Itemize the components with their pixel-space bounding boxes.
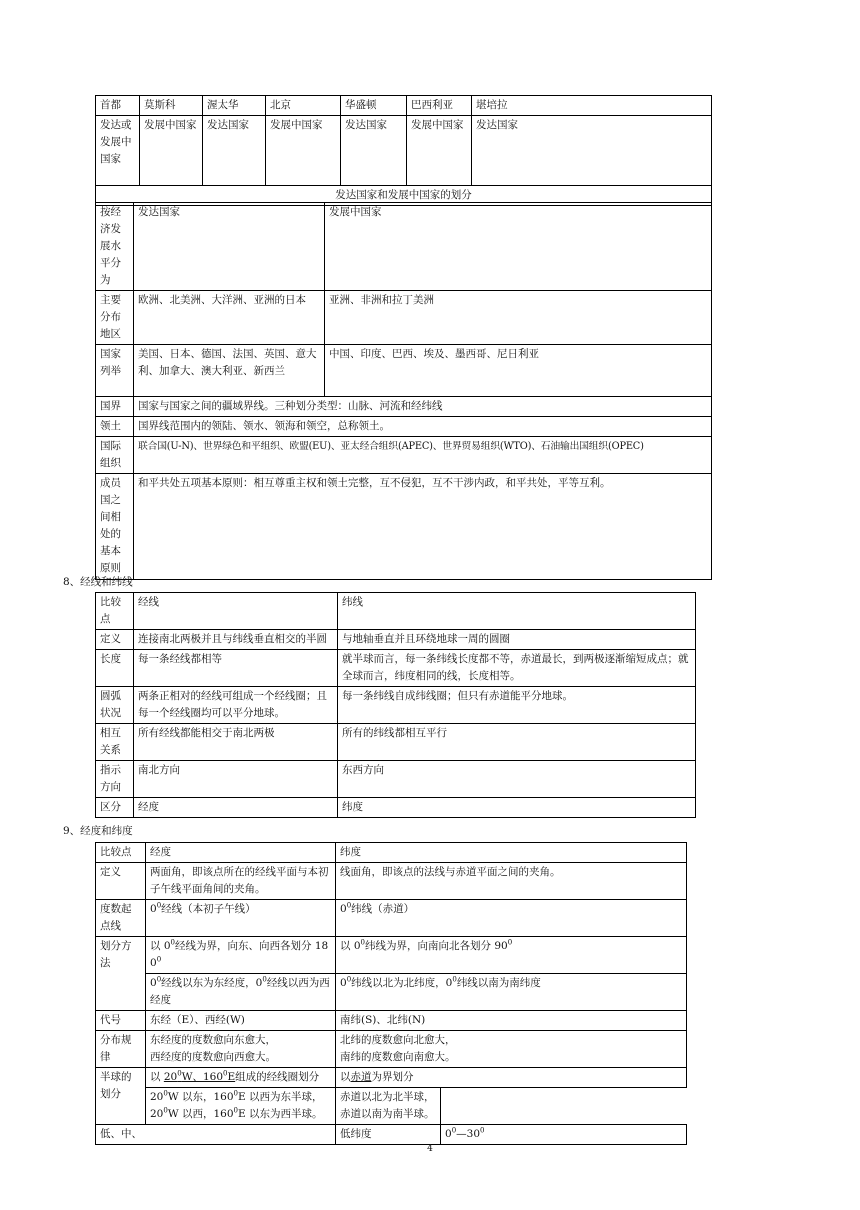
- meridian-parallel-table: [95, 592, 696, 818]
- division-title: 发达国家和发展中国家的划分: [96, 186, 712, 206]
- principle-text: 和平共处五项基本原则：相互尊重主权和领土完整，互不侵犯，互不干涉内政，和平共处，平等互利。: [134, 474, 712, 580]
- header-cell: 比较点: [96, 843, 146, 863]
- parallel-cell: 与地轴垂直并且环绕地球一周的圆圈: [338, 630, 696, 650]
- meridian-cell: 连接南北两极并且与纬线垂直相交的半圆: [134, 630, 338, 650]
- row-label: 度数起点线: [96, 900, 146, 937]
- status-label: 发达或发展中国家: [96, 116, 140, 186]
- latitude-cell: 线面角，即该点的法线与赤道平面之间的夹角。: [336, 863, 687, 900]
- row-label: 指示方向: [96, 761, 134, 798]
- longitude-latitude-table: [95, 842, 687, 1145]
- row-label: 划分方法: [96, 937, 146, 1011]
- border-table: [95, 396, 712, 580]
- table-row: [96, 650, 696, 687]
- status-cell: 发达国家: [472, 116, 712, 186]
- header-cell: 纬线: [338, 593, 696, 630]
- dist-developing: 亚洲、非洲和拉丁美洲: [325, 291, 712, 345]
- org-label: 国际组织: [96, 437, 134, 474]
- table-row: [96, 798, 696, 818]
- examples-row: [96, 345, 712, 397]
- parallel-cell: 所有的纬线都相互平行: [338, 724, 696, 761]
- code-row: [96, 1011, 687, 1031]
- latitude-cell: $0^0$纬线以北为北纬度，$0^0$纬线以南为南纬度: [336, 974, 687, 1011]
- status-cell: 发达国家: [203, 116, 266, 186]
- status-cell: 发展中国家: [266, 116, 341, 186]
- latitude-cell: 以赤道为界划分: [336, 1068, 687, 1088]
- status-cell: 发展中国家: [140, 116, 203, 186]
- rule-row: [96, 1031, 687, 1068]
- longitude-cell: $0^0$经线以东为东经度，$0^0$经线以西为西经度: [146, 974, 336, 1011]
- distribution-row: [96, 291, 712, 345]
- method-row: [96, 937, 687, 974]
- longitude-cell: $20^0W$ 以东，$160^0E$ 以西为东半球， $20^0W$ 以西，$160^0E$ 以东为西半球。: [146, 1088, 336, 1125]
- meridian-cell: 每一条经线都相等: [134, 650, 338, 687]
- table-header-row: [96, 843, 687, 863]
- principle-row: [96, 474, 712, 580]
- page-number: 4: [427, 1144, 433, 1154]
- table-row: [96, 687, 696, 724]
- capital-cell: 渥太华: [203, 96, 266, 116]
- capital-cell: 北京: [266, 96, 341, 116]
- distribution-label: 主要分布地区: [96, 291, 134, 345]
- section-9-heading: 9、经度和纬度: [63, 825, 133, 837]
- latitude-cell: 北纬的度数愈向北愈大， 南纬的度数愈向南愈大。: [336, 1031, 687, 1068]
- capital-row: [96, 96, 712, 116]
- table-header-row: [96, 593, 696, 630]
- by-level-row: [96, 203, 712, 291]
- org-row: [96, 437, 712, 474]
- header-cell: 经线: [134, 593, 338, 630]
- start-line-row: [96, 900, 687, 937]
- territory-label: 领土: [96, 417, 134, 437]
- longitude-cell: 以 $20^0W$、$160^0E$组成的经线圈划分: [146, 1068, 336, 1088]
- developing-header: 发展中国家: [325, 203, 712, 291]
- parallel-cell: 东西方向: [338, 761, 696, 798]
- latitude-cell: 南纬(S)、北纬(N): [336, 1011, 687, 1031]
- table-row: [96, 724, 696, 761]
- row-label: 半球的划分: [96, 1068, 146, 1125]
- border-text: 国家与国家之间的疆域界线。三种划分类型：山脉、河流和经纬线: [134, 397, 712, 417]
- latitude-zone-row: [96, 1125, 687, 1145]
- table-row: [96, 761, 696, 798]
- header-cell: 比较点: [96, 593, 134, 630]
- countries-table: [95, 95, 712, 206]
- latitude-cell: 赤道以北为北半球， 赤道以南为南半球。: [336, 1088, 441, 1125]
- latitude-cell: 以 $0^0$纬线为界，向南向北各划分 $90^0$: [336, 937, 687, 974]
- status-cell: 发展中国家: [407, 116, 472, 186]
- longitude-cell: 两面角，即该点所在的经线平面与本初子午线平面角间的夹角。: [146, 863, 336, 900]
- principle-label: 成员国之间相处的基本原则: [96, 474, 134, 580]
- empty-cell: [441, 1088, 687, 1125]
- ex-developing: 中国、印度、巴西、埃及、墨西哥、尼日利亚: [325, 345, 712, 397]
- capital-cell: 堪培拉: [472, 96, 712, 116]
- low-latitude-label: 低纬度: [336, 1125, 441, 1145]
- by-level-label: 按经济发展水平分为: [96, 203, 134, 291]
- longitude-cell: $0^0$经线（本初子午线）: [146, 900, 336, 937]
- meridian-cell: 南北方向: [134, 761, 338, 798]
- parallel-cell: 纬度: [338, 798, 696, 818]
- section-8-heading: 8、经线和纬线: [63, 576, 133, 588]
- row-label: 相互关系: [96, 724, 134, 761]
- status-cell: 发达国家: [341, 116, 407, 186]
- capital-cell: 巴西利亚: [407, 96, 472, 116]
- dist-developed: 欧洲、北美洲、大洋洲、亚洲的日本: [134, 291, 325, 345]
- meridian-cell: 所有经线都能相交于南北两极: [134, 724, 338, 761]
- territory-text: 国界线范围内的领陆、领水、领海和领空，总称领土。: [134, 417, 712, 437]
- row-label: 定义: [96, 863, 146, 900]
- examples-label: 国家列举: [96, 345, 134, 397]
- row-label: 代号: [96, 1011, 146, 1031]
- ex-developed: 美国、日本、德国、法国、英国、意大利、加拿大、澳大利亚、新西兰: [134, 345, 325, 397]
- developed-header: 发达国家: [134, 203, 325, 291]
- longitude-cell: 东经度的度数愈向东愈大， 西经度的度数愈向西愈大。: [146, 1031, 336, 1068]
- meridian-cell: 两条正相对的经线可组成一个经线圈；且每一个经线圈均可以平分地球。: [134, 687, 338, 724]
- zone-label: 低、中、: [96, 1125, 336, 1145]
- row-label: 圆弧状况: [96, 687, 134, 724]
- capital-cell: 莫斯科: [140, 96, 203, 116]
- header-cell: 经度: [146, 843, 336, 863]
- division-table: [95, 202, 712, 397]
- meridian-cell: 经度: [134, 798, 338, 818]
- low-latitude-range: $0^0—30^0$: [441, 1125, 687, 1145]
- longitude-cell: 以 $0^0$经线为界，向东、向西各划分 $180^0$: [146, 937, 336, 974]
- status-row: [96, 116, 712, 186]
- latitude-cell: $0^0$纬线（赤道）: [336, 900, 687, 937]
- row-label: 长度: [96, 650, 134, 687]
- border-row: [96, 397, 712, 417]
- territory-row: [96, 417, 712, 437]
- header-cell: 纬度: [336, 843, 687, 863]
- method-row-2: [96, 974, 687, 1011]
- hemisphere-row: [96, 1068, 687, 1088]
- parallel-cell: 每一条纬线自成纬线圈；但只有赤道能平分地球。: [338, 687, 696, 724]
- row-label: 区分: [96, 798, 134, 818]
- capital-label: 首都: [96, 96, 140, 116]
- capital-cell: 华盛顿: [341, 96, 407, 116]
- longitude-cell: 东经（E）、西经(W): [146, 1011, 336, 1031]
- table-row: [96, 630, 696, 650]
- parallel-cell: 就半球而言，每一条纬线长度都不等，赤道最长，到两极逐渐缩短成点；就全球而言，纬度相同的线，长度相等。: [338, 650, 696, 687]
- border-label: 国界: [96, 397, 134, 417]
- row-label: 定义: [96, 630, 134, 650]
- org-text: 联合国(U-N)、世界绿色和平组织、欧盟(EU)、亚太经合组织(APEC)、世界贸易组织(WTO)、石油输出国组织(OPEC): [134, 437, 712, 474]
- row-label: 分布规律: [96, 1031, 146, 1068]
- hemisphere-row-2: [96, 1088, 687, 1125]
- definition-row: [96, 863, 687, 900]
